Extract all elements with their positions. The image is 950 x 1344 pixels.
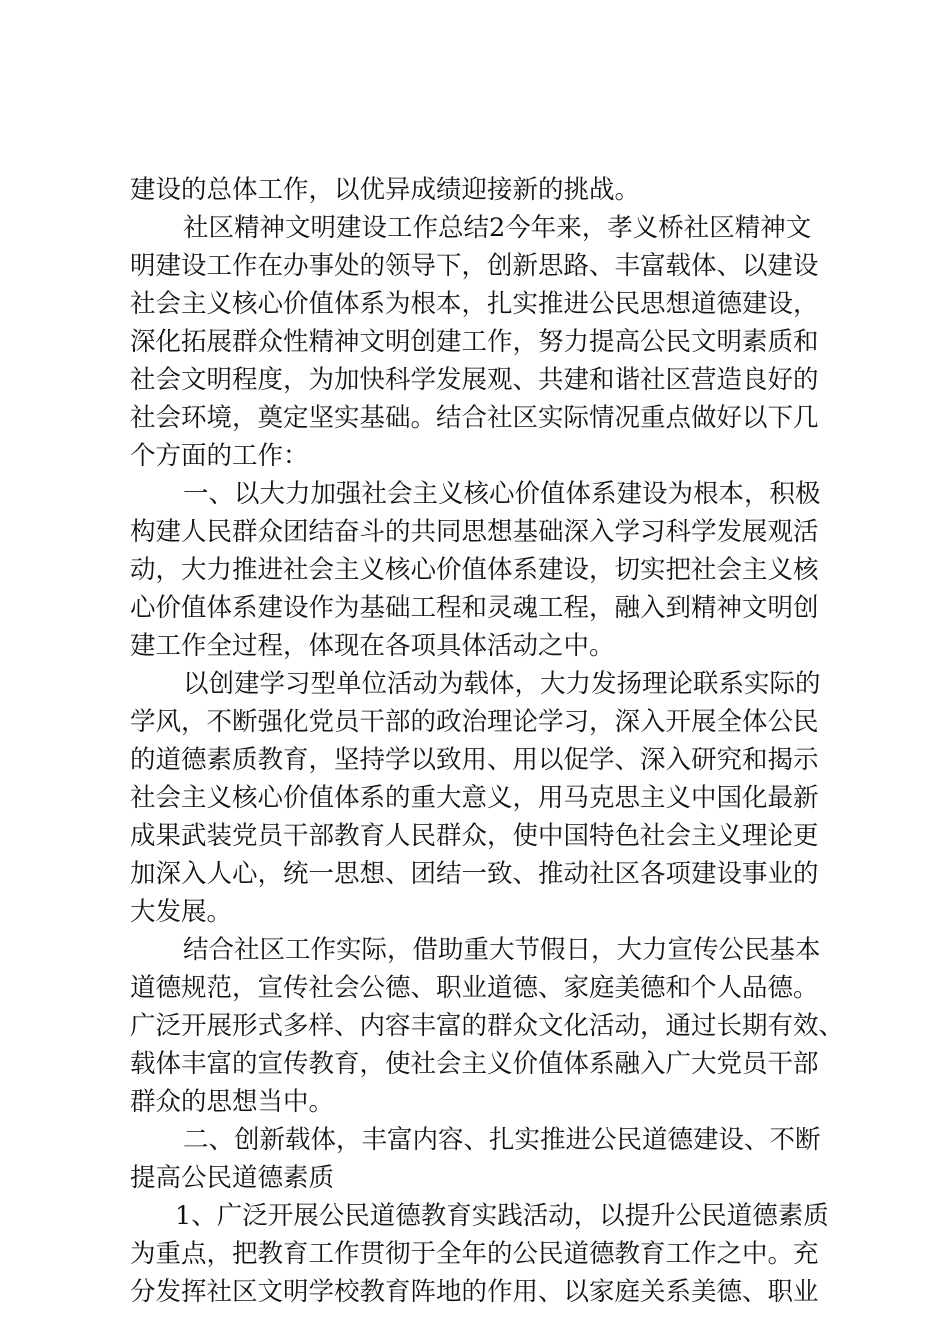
text-line: 1、广泛开展公民道德教育实践活动，以提升公民道德素质 <box>175 1201 829 1231</box>
text-line: 加深入人心，统一思想、团结一致、推动社区各项建设事业的 <box>130 859 819 889</box>
text-line: 结合社区工作实际，借助重大节假日，大力宣传公民基本 <box>183 935 821 965</box>
text-line: 心价值体系建设作为基础工程和灵魂工程，融入到精神文明创 <box>130 593 819 623</box>
text-line: 二、创新载体，丰富内容、扎实推进公民道德建设、不断 <box>183 1125 821 1155</box>
text-line: 社会主义核心价值体系为根本，扎实推进公民思想道德建设， <box>130 289 819 319</box>
text-line: 建设的总体工作，以优异成绩迎接新的挑战。 <box>130 175 641 205</box>
text-line: 明建设工作在办事处的领导下，创新思路、丰富载体、以建设 <box>130 251 819 281</box>
text-line: 社区精神文明建设工作总结2今年来，孝义桥社区精神文 <box>183 213 812 243</box>
text-line: 一、以大力加强社会主义核心价值体系建设为根本，积极 <box>183 479 821 509</box>
text-line: 广泛开展形式多样、内容丰富的群众文化活动，通过长期有效、 <box>130 1011 845 1041</box>
text-line: 群众的思想当中。 <box>130 1087 335 1117</box>
text-line: 载体丰富的宣传教育，使社会主义价值体系融入广大党员干部 <box>130 1049 819 1079</box>
text-line: 构建人民群众团结奋斗的共同思想基础深入学习科学发展观活 <box>130 517 819 547</box>
text-line: 建工作全过程，体现在各项具体活动之中。 <box>130 631 615 661</box>
text-line: 道德规范，宣传社会公德、职业道德、家庭美德和个人品德。 <box>130 973 819 1003</box>
text-line: 社会环境，奠定坚实基础。结合社区实际情况重点做好以下几 <box>130 403 819 433</box>
text-line: 成果武装党员干部教育人民群众，使中国特色社会主义理论更 <box>130 821 819 851</box>
text-line: 社会主义核心价值体系的重大意义，用马克思主义中国化最新 <box>130 783 819 813</box>
text-line: 动，大力推进社会主义核心价值体系建设，切实把社会主义核 <box>130 555 819 585</box>
text-line: 大发展。 <box>130 897 233 927</box>
text-line: 个方面的工作： <box>130 441 309 471</box>
text-line: 以创建学习型单位活动为载体，大力发扬理论联系实际的 <box>183 669 821 699</box>
text-line: 学风，不断强化党员干部的政治理论学习，深入开展全体公民 <box>130 707 819 737</box>
text-line: 为重点，把教育工作贯彻于全年的公民道德教育工作之中。充 <box>130 1239 819 1269</box>
text-line: 的道德素质教育，坚持学以致用、用以促学、深入研究和揭示 <box>130 745 819 775</box>
text-line: 深化拓展群众性精神文明创建工作，努力提高公民文明素质和 <box>130 327 819 357</box>
text-line: 社会文明程度，为加快科学发展观、共建和谐社区营造良好的 <box>130 365 819 395</box>
text-line: 分发挥社区文明学校教育阵地的作用、以家庭关系美德、职业 <box>130 1277 819 1307</box>
text-line: 提高公民道德素质 <box>130 1163 335 1193</box>
